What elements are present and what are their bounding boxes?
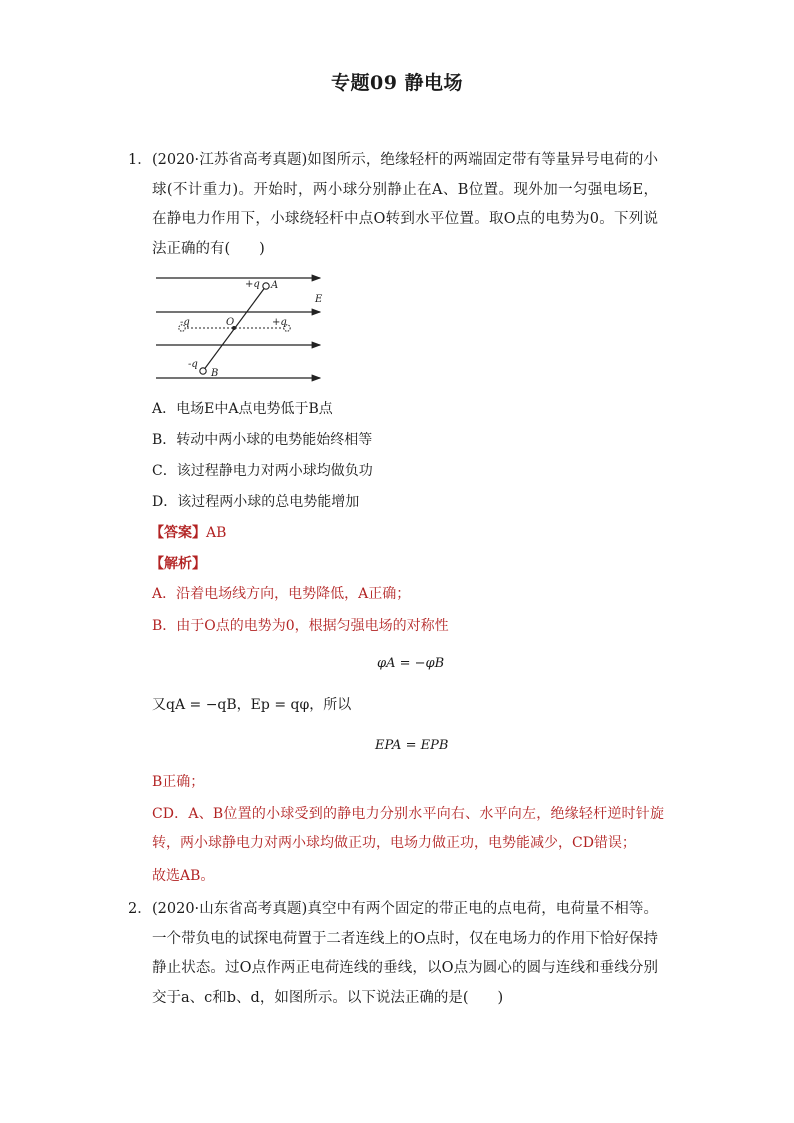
b-correct: B正确； [152, 774, 205, 790]
option-c: C．该过程静电力对两小球均做负功 [152, 463, 373, 479]
line-also: 又qA = −qB，Ep = qφ，所以 [152, 697, 352, 713]
question-number: 1． [128, 152, 152, 168]
label-minus-q-b: -q [188, 359, 198, 370]
analysis-b: B．由于O点的电势为0，根据匀强电场的对称性 [152, 618, 449, 634]
option-b: B．转动中两小球的电势能始终相等 [152, 432, 373, 448]
label-o: O [226, 317, 235, 328]
option-a: A．电场E中A点电势低于B点 [152, 401, 333, 417]
question-2 [128, 895, 658, 1013]
label-plus-q-a: +q [245, 279, 260, 290]
answer-label: 【答案】 [150, 525, 206, 541]
label-a: A [271, 280, 279, 291]
electric-field-figure [150, 272, 330, 384]
analysis-cd: CD．A、B位置的小球受到的静电力分别水平向右、水平向左，绝缘轻杆逆时针旋转，两小球静电力对两小球均做正功，电场力做正功，电势能减少，CD错误； [152, 806, 664, 851]
label-b: B [211, 368, 219, 379]
analysis-a: A．沿着电场线方向，电势降低，A正确； [152, 586, 411, 602]
label-minus-q-left: -q [180, 317, 190, 328]
conclusion: 故选AB。 [152, 868, 215, 884]
label-e: E [315, 294, 323, 305]
equation-1: φA = −φB [377, 656, 445, 671]
ball-b [200, 368, 206, 374]
equation-2: EPA = EPB [375, 738, 449, 753]
option-d: D．该过程两小球的总电势能增加 [152, 494, 360, 510]
answer [150, 523, 226, 543]
page-title: 专题09 静电场 [330, 72, 464, 94]
ball-a [263, 283, 269, 289]
question-number: 2． [128, 901, 152, 917]
analysis-label: 【解析】 [150, 556, 206, 572]
question-text: (2020·江苏省高考真题)如图所示，绝缘轻杆的两端固定带有等量异号电荷的小球(不计重力)。开始时，两小球分别静止在A、B位置。现外加一匀强电场E，在静电力作用下，小球绕轻杆中点O转到水平位置。取O点的电势为0。下列说法正确的有( ) [152, 152, 658, 257]
label-plus-q-right: +q [272, 317, 287, 328]
question-text: (2020·山东省高考真题)真空中有两个固定的带正电的点电荷，电荷量不相等。一个带负电的试探电荷置于二者连线上的O点时，仅在电场力的作用下恰好保持静止状态。过O点作两正电荷连线的垂线，以O点为圆心的圆与连线和垂线分别交于a、c和b、d，如图所示。以下说法正确的是( ) [152, 901, 658, 1006]
answer-value: AB [206, 525, 227, 541]
question-1 [128, 146, 658, 264]
